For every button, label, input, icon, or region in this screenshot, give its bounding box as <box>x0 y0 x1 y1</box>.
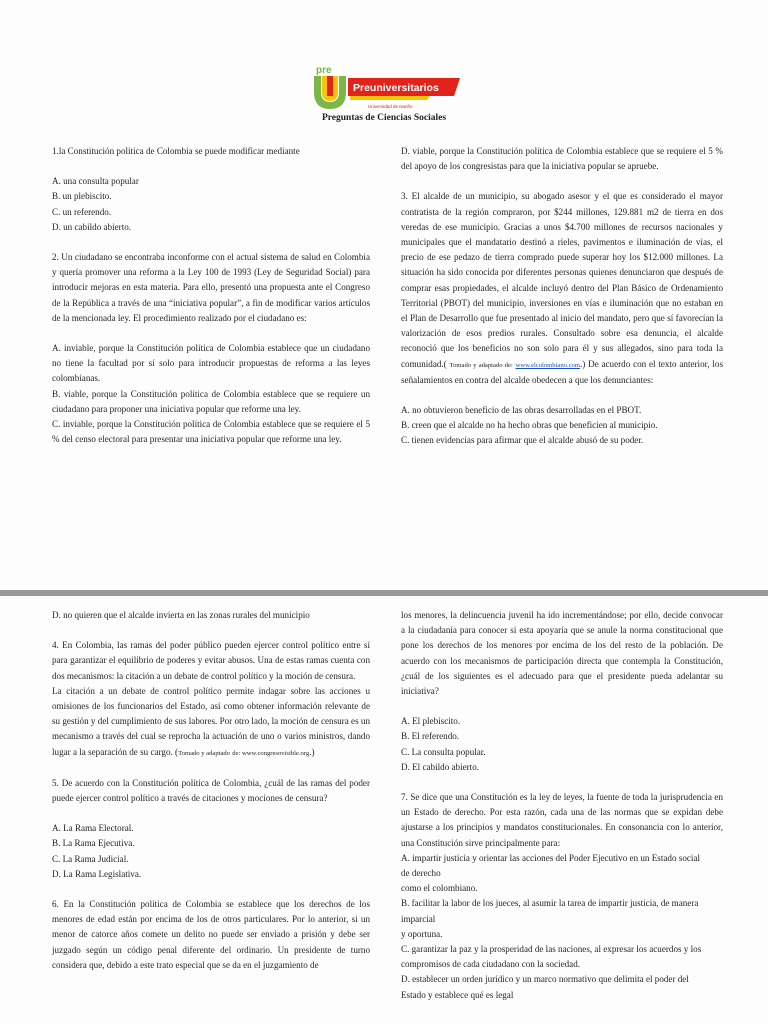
q7-option-d-line2: Estado y establece qué es legal <box>401 989 514 1000</box>
question-6-continued: los menores, la delincuencia juvenil ha ido incrementándose; por ello, decide convocar a la ciudadanía para conocer si esta apoyaría que se anule la norma constitucional que pone los derechos de los menores por encima de los del resto de la población. De acuerdo con los mecanismos de participación directa que contempla la Constitución, ¿cuál de los siguientes es el adecuado para que el presidente pueda adelantar su iniciativa? <box>401 610 723 697</box>
question-7: 7. Se dice que una Constitución es la ley de leyes, la fuente de toda la jurisprudencia en un Estado de derecho. Por esta razón, cada una de las normas que se expidan debe ajustarse a los principios y mandatos constitucionales. En consonancia con lo anterior, una Constitución sirve principalmente para: <box>401 792 724 848</box>
p1-left-column <box>52 144 370 447</box>
p2-left-column <box>52 608 370 973</box>
question-5: 5. De acuerdo con la Constitución política de Colombia, ¿cuál de las ramas del poder puede ejercer control político a través de citaciones y mociones de censura? <box>52 777 370 804</box>
q7-option-a-line3: como el colombiano. <box>401 883 478 894</box>
svg-text:Universidad de Nariño: Universidad de Nariño <box>368 104 413 109</box>
q7-option-b-line2: imparcial <box>401 913 436 924</box>
q1-option-c: C. un referendo. <box>52 206 112 217</box>
q5-option-d: D. La Rama Legislativa. <box>52 868 142 879</box>
question-3: 3. El alcalde de un municipio, su abogado asesor y el que es considerado el mayor contratista de la región compraron, por $244 millones, 129.881 m2 de tierra en dos veredas de ese municipio. Gracias a unos $4.700 millones de recursos nacionales y municipales que el mandatario destinó a rieles, pavimentos e iluminación de vías, el precio de ese pedazo de tierra comprado puede superar hoy los $12.000 millones. La situación ha sido conocida por diferentes personas quienes denunciaron que después de comprar esas propiedades, el alcalde incluyó dentro del Plan Básico de Ordenamiento Territorial (PBOT) del municipio, inversiones en vías e iluminación que no estaban en el Plan de Desarrollo que fue presentado al inicio del mandato, pero que sí favorecían la valorización de esos predios rurales. Consultado sobre esa denuncia, el alcalde reconoció que los beneficios no son solo para él y sus allegados, sino para toda la comunidad.( Tomado y adaptado de: www.elcolombiano.com.) De acuerdo con el texto anterior, los señalamientos en contra del alcalde obedecen a que los denunciantes: <box>401 191 724 385</box>
source-citation: Tomado y adaptado de: <box>449 361 513 369</box>
svg-text:pre: pre <box>316 65 332 76</box>
q1-option-a: A. una consulta popular <box>52 176 139 187</box>
q2-option-b: B. viable, porque la Constitución política de Colombia establece que se requiere un ciudadano para proponer una iniciativa popular que reforme una ley. <box>52 388 371 414</box>
q3-option-b: B. creen que el alcalde no ha hecho obras que beneficien al municipio. <box>401 420 658 431</box>
source-citation: Tomado y adaptado <box>178 749 230 757</box>
p2-right-column <box>401 608 723 1003</box>
q6-option-a: A. El plebiscito. <box>401 716 461 727</box>
preuniversitarios-logo <box>310 62 460 112</box>
q7-option-a-line2: de derecho <box>401 868 441 879</box>
q7-option-b-line3: y oportuna. <box>401 928 443 939</box>
logo-mark-icon <box>310 62 460 112</box>
question-6: 6. En la Constitución política de Colombia se establece que los derechos de los menores de edad están por encima de los de otros particulares. Por lo anterior, si un menor de catorce años comete un delito no puede ser enviado a prisión y debe ser juzgado según un código penal diferente del ordinario. Un presidente de turno considera que, debido a este trato especial que se da en el juzgamiento de <box>52 899 371 970</box>
q7-option-d: D. establecer un orden jurídico y un marco normativo que delimita el poder del <box>401 974 689 985</box>
question-4: 4. En Colombia, las ramas del poder público pueden ejercer control político entre sí para garantizar el equilibrio de poderes y evitar abusos. Una de estas ramas cuenta con dos mecanismos: la citación a un debate de control político y la moción de censura. <box>52 640 370 681</box>
svg-text:Preuniversitarios: Preuniversitarios <box>353 82 439 94</box>
q6-option-b: B. El referendo. <box>401 731 460 742</box>
question-1: 1.la Constitución política de Colombia se puede modificar mediante <box>52 146 300 156</box>
question-2: 2. Un ciudadano se encontraba inconforme con el actual sistema de salud en Colombia y quería promover una reforma a la Ley 100 de 1993 (Ley de Seguridad Social) para introducir mejoras en esta materia. Para ello, presentó una propuesta ante el Congreso de la República a través de una “iniciativa popular”, a fin de modificar varios artículos de la mencionada ley. El procedimiento realizado por el ciudadano es: <box>52 252 370 323</box>
q7-option-c: C. garantizar la paz y la prosperidad de las naciones, al expresar los acuerdos y los <box>401 944 702 955</box>
q7-option-a: A. impartir justicia y orientar las acciones del Poder Ejecutivo en un Estado social <box>401 852 700 863</box>
q6-option-d: D. El cabildo abierto. <box>401 761 480 772</box>
p1-right-column <box>401 144 723 449</box>
q2-option-a: A. inviable, porque la Constitución política de Colombia establece que un ciudadano no tiene la facultad por sí solo para introducir propuestas de reforma a las leyes colombianas. <box>52 343 370 384</box>
q7-option-c-line2: compromisos de cada ciudadano con la sociedad. <box>401 959 581 970</box>
q3-option-d: D. no quieren que el alcalde invierta en las zonas rurales del municipio <box>52 610 310 620</box>
q3-option-c: C. tienen evidencias para afirmar que el alcalde abusó de su poder. <box>401 435 644 446</box>
q2-option-d: D. viable, porque la Constitución política de Colombia establece que se requiere el 5 % del apoyo de los congresistas para que la iniciativa popular se apruebe. <box>401 146 724 172</box>
source-citation-url: de: www.congresovisible.org <box>232 749 310 757</box>
question-4-text: La citación a un debate de control político permite indagar sobre las acciones u omisiones de los funcionarios del Estado, así como obtener información relevante de su gestión y del cumplimiento de sus labores. Por otro lado, la moción de censura es un mecanismo a través del cual se reprocha la actuación de uno o varios ministros, dando lugar a la separación de su cargo. (Tomado y adaptado de: www.congresovisible.org.) <box>52 685 371 757</box>
q1-option-b: B. un plebiscito. <box>52 191 112 202</box>
q1-option-d: D. un cabildo abierto. <box>52 221 132 232</box>
q3-option-a: A. no obtuvieron beneficio de las obras desarrolladas en el PBOT. <box>401 405 642 416</box>
q7-option-b: B. facilitar la labor de los jueces, al asumir la tarea de impartir justicia, de manera <box>401 898 699 909</box>
document-title: Preguntas de Ciencias Sociales <box>321 113 447 123</box>
q5-option-a: A. La Rama Electoral. <box>52 823 134 834</box>
source-link[interactable]: www.elcolombiano.com <box>515 361 580 369</box>
q2-option-c: C. inviable, porque la Constitución política de Colombia establece que se requiere el 5 % del censo electoral para presentar una iniciativa popular que reforme una ley. <box>52 419 370 445</box>
q6-option-c: C. La consulta popular. <box>401 746 486 757</box>
q5-option-b: B. La Rama Ejecutiva. <box>52 838 135 849</box>
q5-option-c: C. La Rama Judicial. <box>52 853 129 864</box>
